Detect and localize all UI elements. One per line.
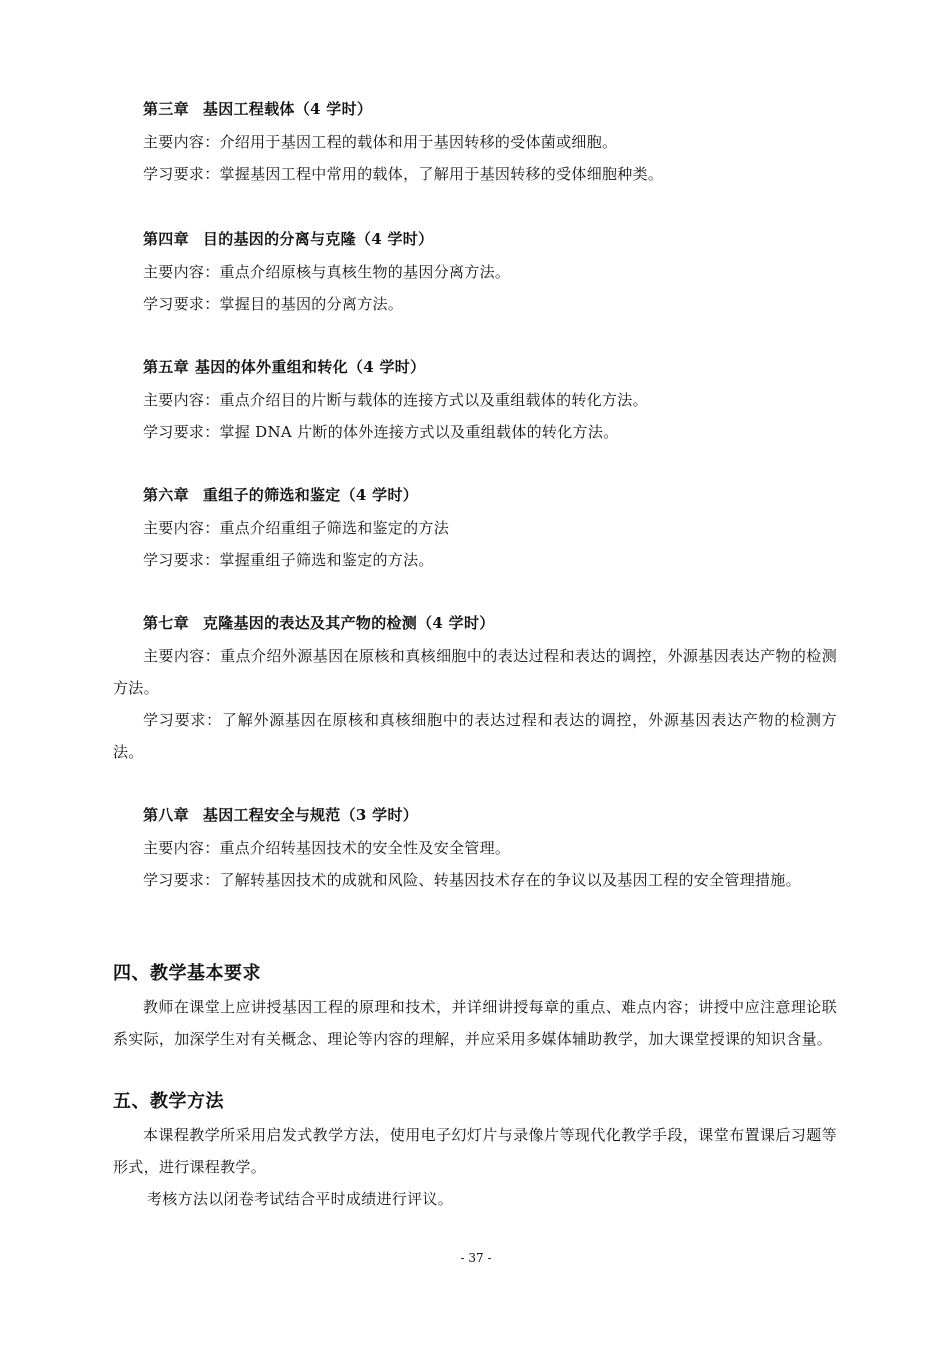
- chapter-6: [113, 486, 837, 576]
- chapter-content: 主要内容：重点介绍目的片断与载体的连接方式以及重组载体的转化方法。: [143, 391, 648, 409]
- chapter-5: [113, 358, 837, 448]
- chapter-number: 第七章: [143, 614, 189, 632]
- chapter-title: 基因工程载体（4 学时）: [202, 100, 373, 118]
- chapter-8: [113, 806, 837, 896]
- chapter-number: 第三章: [143, 100, 189, 118]
- chapter-4: [113, 230, 837, 320]
- chapter-title: 基因工程安全与规范（3 学时）: [202, 806, 419, 824]
- chapter-heading: [143, 806, 837, 824]
- chapter-title: 重组子的筛选和鉴定（4 学时）: [202, 486, 419, 504]
- section-teaching-methods: [113, 1091, 837, 1215]
- chapter-requirement: 学习要求：掌握基因工程中常用的载体，了解用于基因转移的受体细胞种类。: [143, 165, 664, 183]
- chapter-number: 第八章: [143, 806, 189, 824]
- chapter-7: [113, 614, 837, 768]
- chapter-content: 主要内容：重点介绍重组子筛选和鉴定的方法: [143, 519, 450, 537]
- section-teaching-requirements: [113, 963, 837, 1055]
- section-title: 五、教学方法: [113, 1091, 224, 1112]
- chapter-heading: [143, 486, 837, 504]
- chapter-title: 基因的体外重组和转化（4 学时）: [194, 358, 426, 376]
- chapter-title: 克隆基因的表达及其产物的检测（4 学时）: [202, 614, 495, 632]
- chapter-heading: [143, 614, 837, 632]
- chapter-requirement: 学习要求：了解外源基因在原核和真核细胞中的表达过程和表达的调控，外源基因表达产物的检测方法。: [113, 711, 837, 761]
- chapter-content: 主要内容：重点介绍原核与真核生物的基因分离方法。: [143, 263, 511, 281]
- chapter-number: 第四章: [143, 230, 189, 248]
- page-number: - 37 -: [460, 1251, 492, 1265]
- chapter-content: 主要内容：重点介绍外源基因在原核和真核细胞中的表达过程和表达的调控，外源基因表达产物的检测方法。: [113, 647, 837, 697]
- chapter-content: 主要内容：介绍用于基因工程的载体和用于基因转移的受体菌或细胞。: [143, 133, 618, 151]
- assessment-text: 考核方法以闭卷考试结合平时成绩进行评议。: [147, 1190, 454, 1208]
- chapter-heading: [143, 100, 837, 118]
- chapter-title: 目的基因的分离与克隆（4 学时）: [202, 230, 434, 248]
- chapter-content: 主要内容：重点介绍转基因技术的安全性及安全管理。: [143, 839, 511, 857]
- chapter-3: [113, 100, 837, 190]
- chapter-requirement: 学习要求：了解转基因技术的成就和风险、转基因技术存在的争议以及基因工程的安全管理措施。: [143, 871, 801, 889]
- chapter-number: 第六章: [143, 486, 189, 504]
- chapter-heading: [143, 230, 837, 248]
- section-title: 四、教学基本要求: [113, 963, 261, 984]
- chapter-requirement: 学习要求：掌握目的基因的分离方法。: [143, 295, 404, 313]
- section-body: 教师在课堂上应讲授基因工程的原理和技术，并详细讲授每章的重点、难点内容；讲授中应注意理论联系实际，加深学生对有关概念、理论等内容的理解，并应采用多媒体辅助教学，加大课堂授课的知识含量。: [113, 998, 837, 1048]
- chapter-requirement: 学习要求：掌握 DNA 片断的体外连接方式以及重组载体的转化方法。: [143, 423, 619, 441]
- chapter-requirement: 学习要求：掌握重组子筛选和鉴定的方法。: [143, 551, 434, 569]
- section-body: 本课程教学所采用启发式教学方法，使用电子幻灯片与录像片等现代化教学手段，课堂布置课后习题等形式，进行课程教学。: [113, 1126, 837, 1176]
- chapter-number: 第五章: [143, 358, 189, 376]
- chapter-heading: [143, 358, 837, 376]
